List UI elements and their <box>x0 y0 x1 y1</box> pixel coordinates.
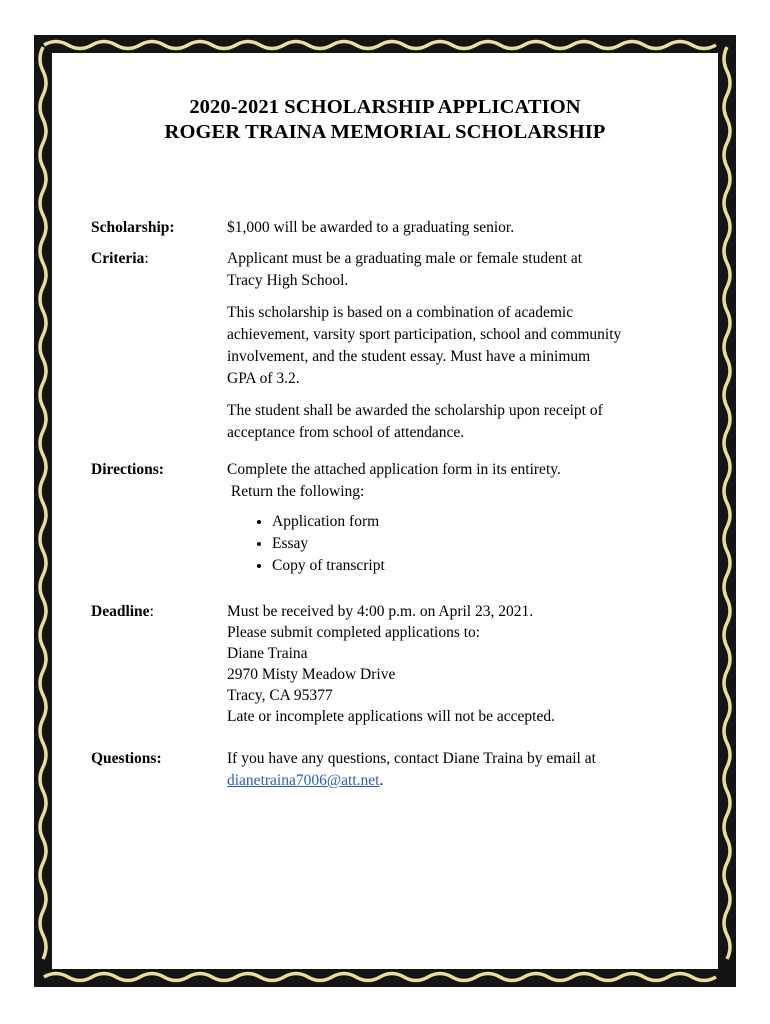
questions-content: If you have any questions, contact Diane Traina by email at dianetraina7006@att.net. <box>227 750 596 789</box>
criteria-label: Criteria: <box>91 250 149 267</box>
email-link[interactable]: dianetraina7006@att.net <box>227 772 380 789</box>
title-line-2: ROGER TRAINA MEMORIAL SCHOLARSHIP <box>164 121 606 143</box>
list-item: • Copy of transcript <box>272 555 688 577</box>
required-items-list <box>227 511 688 577</box>
list-item: • Application form <box>272 511 688 533</box>
deadline-label: Deadline: <box>91 603 154 620</box>
criteria-content <box>227 248 688 454</box>
directions-content: Complete the attached application form in its entirety. Return the following: • Application form • Essay • Copy of transcript <box>227 459 688 577</box>
criteria-paragraph-1: Applicant must be a graduating male or female student at Tracy High School. <box>227 250 583 289</box>
questions-label: Questions: <box>91 750 162 767</box>
deadline-content: Must be received by 4:00 p.m. on April 23, 2021. Please submit completed applications to: Diane Traina 2970 Misty Meadow Drive Tracy, CA 95377 Late or incomplete applications will not be accepted. <box>227 603 555 725</box>
criteria-paragraph-3: The student shall be awarded the scholarship upon receipt of acceptance from school of attendance. <box>227 402 603 441</box>
title-line-1: 2020-2021 SCHOLARSHIP APPLICATION <box>189 96 581 118</box>
criteria-paragraph-2: This scholarship is based on a combination of academic achievement, varsity sport participation, school and community involvement, and the student essay. Must have a minimum GPA of 3.2. <box>227 304 622 387</box>
list-item: • Essay <box>272 533 688 555</box>
decorative-page-border <box>34 35 736 987</box>
directions-label: Directions: <box>91 461 164 478</box>
scholarship-label: Scholarship: <box>91 219 175 236</box>
scholarship-text: $1,000 will be awarded to a graduating senior. <box>227 219 515 236</box>
document-title <box>52 95 718 145</box>
document-page <box>52 53 718 969</box>
